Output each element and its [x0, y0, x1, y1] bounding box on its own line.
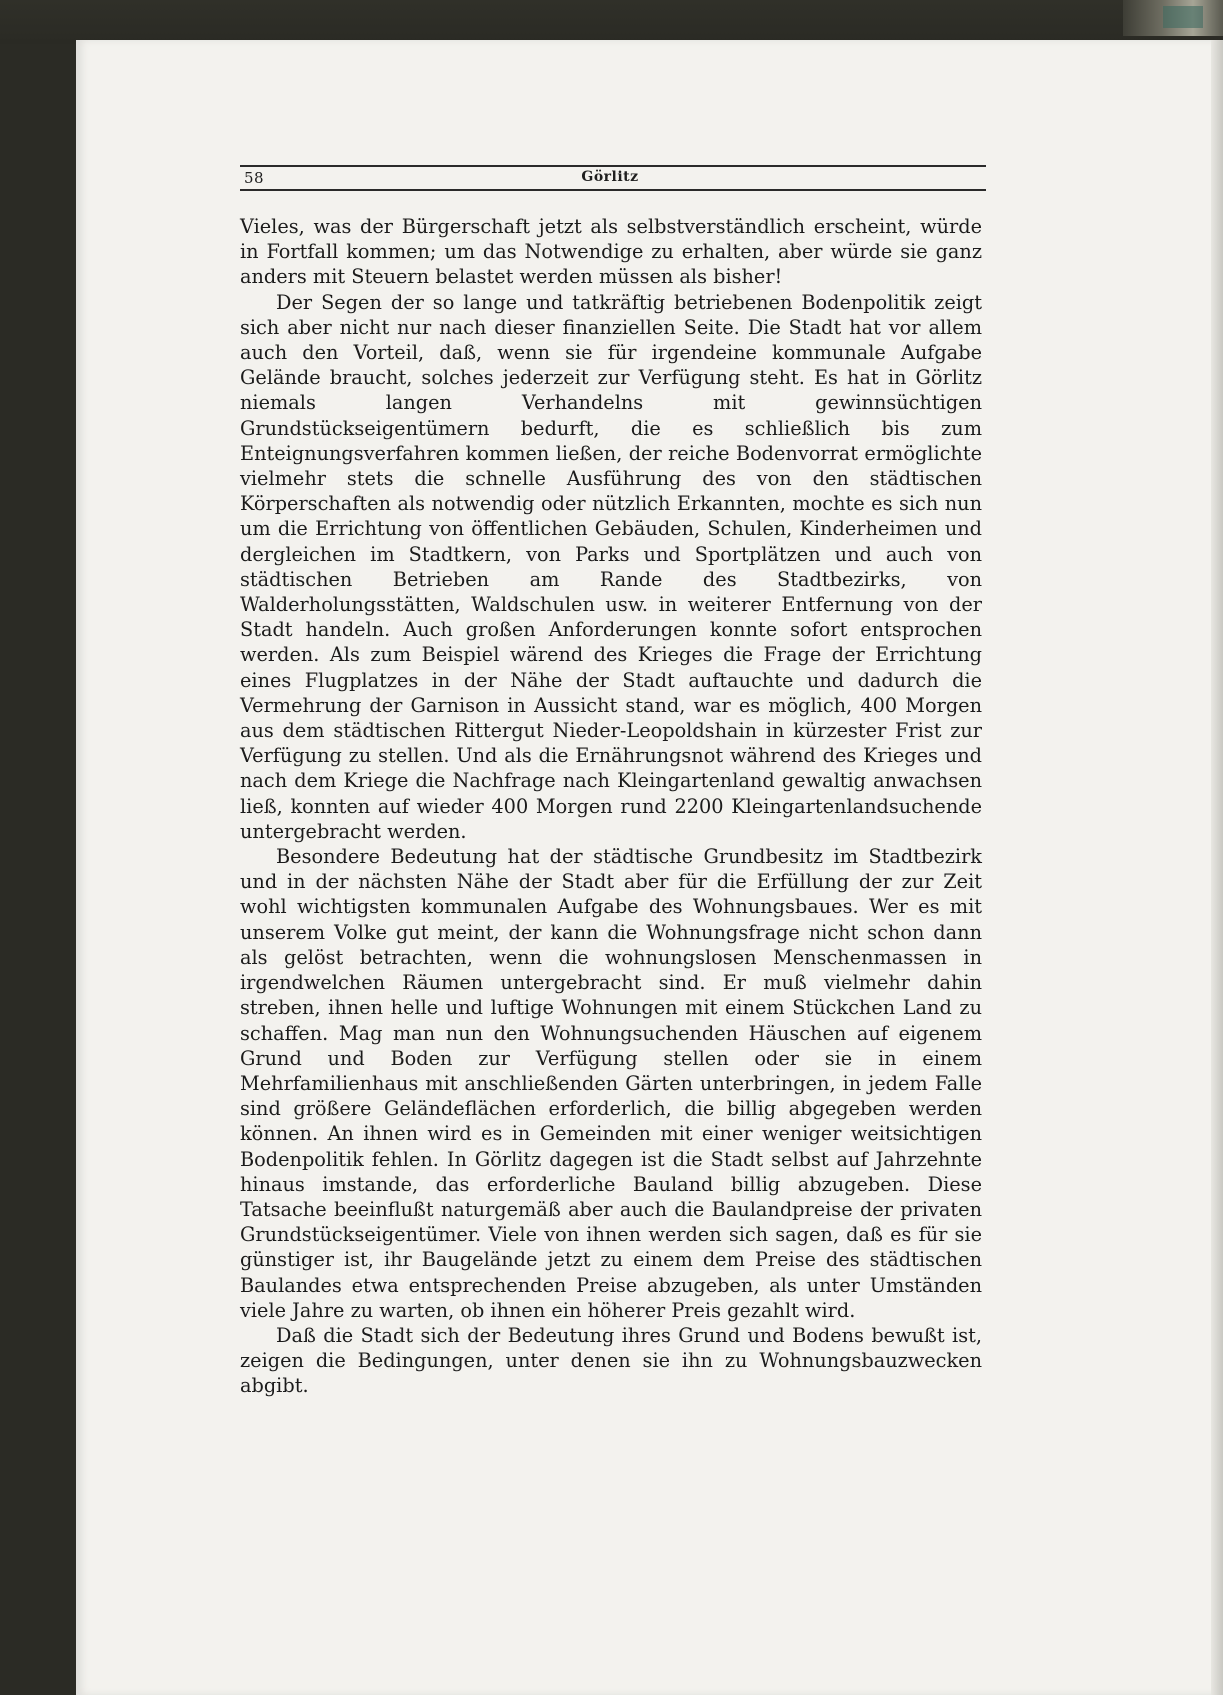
- paragraph-1: Vieles, was der Bürgerschaft jetzt als selbstverständlich erscheint, würde in Fortfall kommen; um das Notwendige zu erhalten, aber würde sie ganz anders mit Steuern belastet werden müssen als bisher!: [240, 215, 982, 289]
- header-rule-bottom: [240, 189, 986, 191]
- running-title: Görlitz: [581, 169, 639, 185]
- page-edge-shadow: [1211, 40, 1223, 1695]
- paragraph-3: Besondere Bedeutung hat der städtische Grundbesitz im Stadtbezirk und in der nächsten Nähe der Stadt aber für die Erfüllung der zur Zeit wohl wichtigsten kommunalen Aufgabe des Wohnungsbaues. Wer es mit unserem Volke gut meint, der kann die Wohnungsfrage nicht schon dann als gelöst betrachten, wenn die wohnungslosen Menschenmassen in irgendwelchen Räumen untergebracht sind. Er muß vielmehr dahin streben, ihnen helle und luftige Wohnungen mit einem Stückchen Land zu schaffen. Mag man nun den Wohnungsuchenden Häuschen auf eigenem Grund und Boden zur Verfügung stellen oder sie in einem Mehrfamilienhaus mit anschließenden Gärten unterbringen, in jedem Falle sind größere Geländeflächen erforderlich, die billig abgegeben werden können. An ihnen wird es in Gemeinden mit einer weniger weitsichtigen Bodenpolitik fehlen. In Görlitz dagegen ist die Stadt selbst auf Jahrzehnte hinaus imstande, das erforderliche Bauland billig abzugeben. Diese Tatsache beeinflußt naturgemäß aber auch die Baulandpreise der privaten Grundstückseigentümer. Viele von ihnen werden sich sagen, daß es für sie günstiger ist, ihr Baugelände jetzt zu einem dem Preise des städtischen Baulandes etwa entsprechenden Preise abzugeben, als unter Umständen viele Jahre zu warten, ob ihnen ein höherer Preis gezahlt wird.: [240, 845, 982, 1322]
- page-number: 58: [244, 169, 265, 187]
- header-rule-top: [240, 165, 986, 167]
- scan-background-top: [0, 0, 1223, 44]
- paragraph-4: Daß die Stadt sich der Bedeutung ihres Grund und Bodens bewußt ist, zeigen die Bedingungen, unter denen sie ihn zu Wohnungsbauzwecken abgibt.: [240, 1323, 982, 1398]
- body-text: [240, 214, 982, 1399]
- paragraph-2: Der Segen der so lange und tatkräftig betriebenen Bodenpolitik zeigt sich aber nicht nur nach dieser finanziellen Seite. Die Stadt hat vor allem auch den Vorteil, daß, wenn sie für irgendeine kommunale Aufgabe Gelände braucht, solches jederzeit zur Verfügung steht. Es hat in Görlitz niemals langen Verhandelns mit gewinnsüchtigen Grundstückseigentümern bedurft, die es schließlich bis zum Enteignungsverfahren kommen ließen, der reiche Bodenvorrat ermöglichte vielmehr stets die schnelle Ausführung des von den städtischen Körperschaften als notwendig oder nützlich Erkannten, mochte es sich nun um die Errichtung von öffentlichen Gebäuden, Schulen, Kinderheimen und dergleichen im Stadtkern, von Parks und Sportplätzen und auch von städtischen Betrieben am Rande des Stadtbezirks, von Walderholungsstätten, Waldschulen usw. in weiterer Entfernung von der Stadt handeln. Auch großen Anforderungen konnte sofort entsprochen werden. Als zum Beispiel wärend des Krieges die Frage der Errichtung eines Flugplatzes in der Nähe der Stadt auftauchte und dadurch die Vermehrung der Garnison in Aussicht stand, war es möglich, 400 Morgen aus dem städtischen Rittergut Nieder-Leopoldshain in kürzester Frist zur Verfügung zu stellen. Und als die Ernährungsnot während des Krieges und nach dem Kriege die Nachfrage nach Kleingartenland gewaltig anwachsen ließ, konnten auf wieder 400 Morgen rund 2200 Kleingartenlandsuchende untergebracht werden.: [240, 290, 982, 843]
- book-spine-corner: [1123, 0, 1223, 36]
